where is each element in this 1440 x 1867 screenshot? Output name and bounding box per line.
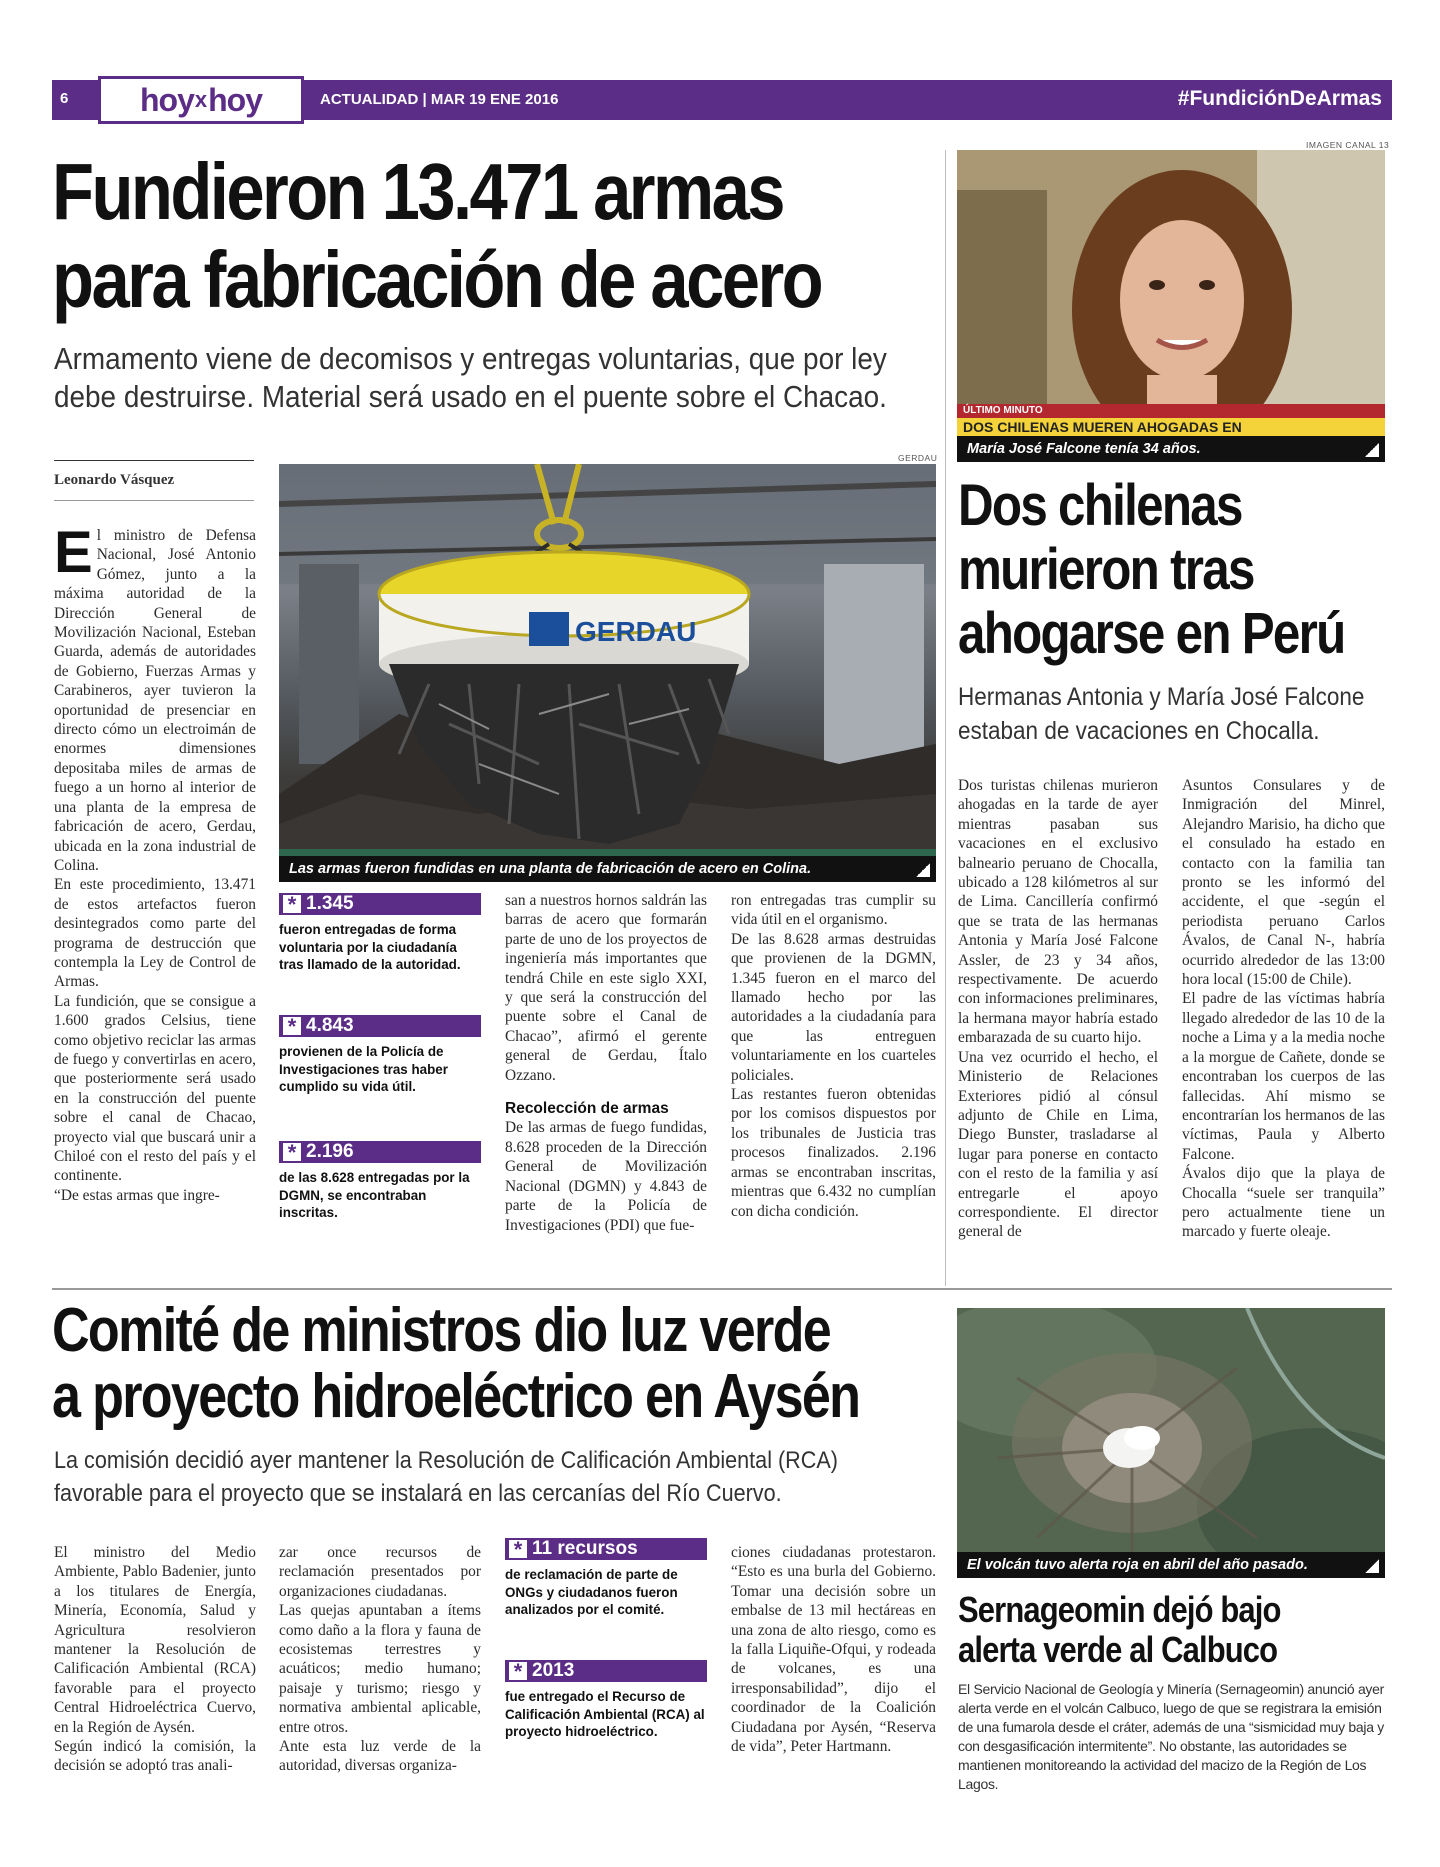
- stat-number: 11 recursos: [532, 1538, 638, 1559]
- hidro-p1: El ministro del Medio Ambiente, Pablo Badenier, junto a los titulares de Energía, Minería, Economía, Salud y Agricultura resolvieron mantener la Resolución de Calificación Ambiental (RCA) favorable para el proyecto Central Hidroeléctrica Cuervo, en la Región de Aysén.: [54, 1544, 256, 1736]
- logo: [98, 76, 304, 124]
- photo-credit: GERDAU: [898, 453, 938, 463]
- section-hashtag: #FundiciónDeArmas: [1177, 87, 1382, 110]
- armas-p3: La fundición, que se consigue a 1.600 grados Celsius, tiene como objetivo reciclar las armas de fuego y convertirlas en acero, que posteriormente será usado en la construcción del puente sobre el canal de Chacao, proyecto vial que buscará unir a Chiloé con el resto del país y el continente.: [54, 992, 256, 1185]
- section-divider: [52, 1288, 1392, 1290]
- headline-line-2: murieron tras: [958, 537, 1254, 602]
- headline-armas: [52, 148, 821, 324]
- chilenas-p4: El padre de las víctimas habría llegado alrededor de las 10 de la noche a Lima y a la media noche a la morgue de Cañete, donde se encontraban los cuerpos de las fallecidas. Ahí mismo se encontrarían los hermanos de las víctimas, Paula y Alberto Falcone.: [1182, 990, 1385, 1163]
- armas-p8: De las 8.628 armas destruidas que provienen de la DGMN, 1.345 fueron en el marco del llamado hecho por las autoridades a la ciudadanía para que las entreguen voluntariamente en los cuarteles policiales.: [731, 930, 936, 1084]
- column-divider: [945, 150, 946, 1286]
- logo-left: hoy: [139, 81, 194, 118]
- armas-col-4: [731, 891, 936, 1221]
- armas-p5: san a nuestros hornos saldrán las barras de acero que formarán parte de uno de los proyectos de ingeniería más importantes que tendrá Chile en este siglo XXI, y que será la construcción del puente sobre el Canal de Chacao”, afirmó el gerente general de Gerdau, Ítalo Ozzano.: [505, 892, 707, 1084]
- deck-line-2: favorable para el proyecto que se instalará en las cercanías del Río Cuervo.: [54, 1480, 782, 1507]
- stat-number: 2.196: [306, 1141, 354, 1162]
- asterisk-icon: *: [283, 895, 301, 913]
- dropcap: E: [54, 520, 93, 585]
- deck-line-1: Armamento viene de decomisos y entregas voluntarias, que por ley: [54, 341, 887, 376]
- tv-ticker: DOS CHILENAS MUEREN AHOGADAS EN: [957, 418, 1385, 436]
- hidro-col-4: [731, 1543, 936, 1756]
- stat-text: de reclamación de parte de ONGs y ciudadanos fueron analizados por el comité.: [505, 1567, 678, 1617]
- headline-line-2: alerta verde al Calbuco: [958, 1629, 1278, 1670]
- asterisk-icon: *: [509, 1662, 527, 1680]
- byline-rule-bottom: [54, 500, 254, 501]
- photo-caption: Las armas fueron fundidas en una planta de fabricación de acero en Colina.: [279, 856, 936, 882]
- byline-rule: [54, 460, 254, 461]
- magnet-illustration: [279, 464, 936, 882]
- hidro-p2: Según indicó la comisión, la decisión se adoptó tras anali-: [54, 1738, 256, 1775]
- headline-line-1: Sernageomin dejó bajo: [958, 1589, 1281, 1630]
- chilenas-col-1: [958, 776, 1158, 1242]
- armas-p7: ron entregadas tras cumplir su vida útil en el organismo.: [731, 892, 936, 929]
- stat-number: 4.843: [306, 1015, 354, 1036]
- deck-hidroelectrico: [54, 1444, 838, 1510]
- volcano-illustration: [957, 1308, 1385, 1578]
- asterisk-icon: *: [509, 1540, 527, 1558]
- stat-number: 2013: [532, 1660, 575, 1681]
- deck-line-2: estaban de vacaciones en Chocalla.: [958, 717, 1320, 745]
- deck-line-2: debe destruirse. Material será usado en el puente sobre el Chacao.: [54, 379, 887, 414]
- headline-line-1: Dos chilenas: [958, 473, 1242, 538]
- chilenas-p5: Ávalos dijo que la playa de Chocalla “suele ser tranquila” pero actualmente tiene un marcado y fuerte oleaje.: [1182, 1165, 1385, 1241]
- photo-credit-canal13: IMAGEN CANAL 13: [1306, 140, 1390, 150]
- stat-text: fue entregado el Recurso de Calificación Ambiental (RCA) al proyecto hidroeléctrico.: [505, 1689, 705, 1739]
- hidro-col-2: [279, 1543, 481, 1776]
- hidro-p6: ciones ciudadanas protestaron. “Esto es una burla del Gobierno. Tomar una decisión sobre un embalse de 13 mil hectáreas en una zona de alto riesgo, como es la falla Liquiñe-Ofqui, y rodeada de volcanes, es una irresponsabilidad”, dijo el coordinador de la Coalición Ciudadana por Aysén, “Reserva de vida”, Peter Hartmann.: [731, 1544, 936, 1756]
- caption-corner-icon: [916, 863, 930, 877]
- gerdau-brand: GERDAU: [575, 616, 697, 647]
- hidro-col-1: [54, 1543, 256, 1776]
- logo-right: hoy: [208, 81, 263, 118]
- hidro-p4: Las quejas apuntaban a ítems como daño a la flora y fauna de ecosistemas terrestres y acuáticos; medio humano; paisaje y turismo; riesgo y normativa ambiental aplicable, entre otros.: [279, 1602, 481, 1736]
- photo-caption-volcan: El volcán tuvo alerta roja en abril del año pasado.: [957, 1552, 1385, 1578]
- asterisk-icon: *: [283, 1017, 301, 1035]
- header-bar: [52, 80, 1392, 120]
- stat-box: [505, 1660, 707, 1741]
- armas-col-1: [54, 520, 256, 1205]
- armas-col-3: [505, 891, 707, 1235]
- stat-number: 1.345: [306, 893, 354, 914]
- stat-text: fueron entregadas de forma voluntaria por la ciudadanía tras llamado de la autoridad.: [279, 922, 461, 972]
- headline-hidroelectrico: [52, 1298, 859, 1430]
- subhead-recoleccion: Recolección de armas: [505, 1100, 669, 1118]
- stat-box: [279, 893, 481, 1015]
- chilenas-col-2: [1182, 776, 1385, 1242]
- stat-box: [279, 1141, 481, 1222]
- deck-line-1: La comisión decidió ayer mantener la Resolución de Calificación Ambiental (RCA): [54, 1447, 838, 1474]
- hidro-stats: [505, 1538, 707, 1741]
- page-number: 6: [60, 90, 69, 107]
- chilenas-p1: Dos turistas chilenas murieron ahogadas en la tarde de ayer mientras pasaban sus vacaciones en el exclusivo balneario peruano de Chocalla, ubicado a 128 kilómetros al sur de Lima. Cancillería confirmó que se trata de las hermanas Antonia y María José Falcone Assler, de 23 y 34 años, respectivamente. De acuerdo con informaciones preliminares, la hermana mayor habría estado embarazada de su cuarto hijo.: [958, 777, 1158, 1047]
- magnet-photo: [279, 464, 936, 882]
- chilenas-p2: Una vez ocurrido el hecho, el Ministerio de Relaciones Exteriores pidió al cónsul adjunto de Chile en Lima, Diego Bunster, trasladarse al lugar para ponerse en contacto con el resto de la familia y así entregarle el apoyo correspondiente. El director general de: [958, 1048, 1158, 1241]
- tv-banner: ÚLTIMO MINUTO: [957, 404, 1385, 418]
- armas-p6: De las armas de fuego fundidas, 8.628 proceden de la Dirección General de Movilización Nacional (DGMN) y 4.843 de parte de la Policía de Investigaciones (PDI) que fue-: [505, 1119, 707, 1234]
- chilenas-p3: Asuntos Consulares y de Inmigración del Minrel, Alejandro Marisio, ha dicho que el consulado ha estado en contacto con la familia tan pronto se les informó del accidente, el que -según el periodista peruano Carlos Ávalos, de Canal N-, habría ocurrido alrededor de las 13:00 hora local (15:00 de Chile).: [1182, 777, 1385, 989]
- calbuco-body: El Servicio Nacional de Geología y Minería (Sernageomin) anunció ayer alerta verde en el volcán Calbuco, luego de que se registrara la emisión de una fumarola desde el cráter, además de una “sismicidad muy baja y con desgasificación intermitente”. No obstante, las autoridades se mantienen monitoreando la actividad del macizo de la Región de Los Lagos.: [958, 1681, 1384, 1792]
- headline-line-1: Comité de ministros dio luz verde: [52, 1296, 830, 1365]
- armas-p9: Las restantes fueron obtenidas por los comisos dispuestos por los tribunales de Justicia tras procesos finalizados. 2.196 armas se encontraban inscritas, mientras que 6.432 no cumplían con dicha condición.: [731, 1086, 936, 1220]
- section-label: ACTUALIDAD | MAR 19 ENE 2016: [320, 91, 559, 108]
- hidro-p3: zar once recursos de reclamación presentados por organizaciones ciudadanas.: [279, 1544, 481, 1600]
- armas-stats: [279, 893, 481, 1222]
- stat-box: [279, 1015, 481, 1141]
- falcone-photo: [957, 150, 1385, 462]
- headline-line-1: Fundieron 13.471 armas: [52, 147, 783, 236]
- photo-caption-falcone: María José Falcone tenía 34 años.: [957, 436, 1385, 462]
- stat-text: provienen de la Policía de Investigaciones tras haber cumplido su vida útil.: [279, 1044, 448, 1094]
- logo-x: x: [194, 87, 208, 112]
- headline-line-2: para fabricación de acero: [52, 235, 822, 324]
- armas-p2: En este procedimiento, 13.471 de estos artefactos fueron desintegrados como parte del programa de destrucción que contempla la Ley de Control de Armas.: [54, 876, 256, 991]
- caption-corner-icon: [1365, 1559, 1379, 1573]
- hidro-p5: Ante esta luz verde de la autoridad, diversas organiza-: [279, 1738, 481, 1775]
- armas-p4: “De estas armas que ingre-: [54, 1186, 220, 1204]
- headline-calbuco: [958, 1590, 1281, 1670]
- byline: Leonardo Vásquez: [54, 472, 175, 488]
- stat-text: de las 8.628 entregadas por la DGMN, se encontraban inscritas.: [279, 1170, 470, 1220]
- headline-line-3: ahogarse en Perú: [958, 601, 1345, 666]
- headline-chilenas: [958, 474, 1345, 666]
- armas-p1: l ministro de Defensa Nacional, José Antonio Gómez, junto a la máxima autoridad de la Dirección General de Movilización Nacional, Esteban Guarda, además de autoridades de Gobierno, Fuerzas Armas y Carabineros, ayer tuvieron la oportunidad de presenciar en directo cómo un electroimán de enormes dimensiones depositaba miles de armas de fuego a un horno al interior de una planta de la empresa de fabricación de acero, Gerdau, ubicada en la zona industrial de Colina.: [54, 527, 256, 874]
- caption-corner-icon: [1365, 443, 1379, 457]
- stat-box: [505, 1538, 707, 1660]
- volcano-photo: [957, 1308, 1385, 1578]
- deck-line-1: Hermanas Antonia y María José Falcone: [958, 683, 1365, 711]
- deck-armas: [54, 340, 887, 416]
- headline-line-2: a proyecto hidroeléctrico en Aysén: [52, 1362, 860, 1431]
- deck-chilenas: [958, 680, 1364, 748]
- asterisk-icon: *: [283, 1143, 301, 1161]
